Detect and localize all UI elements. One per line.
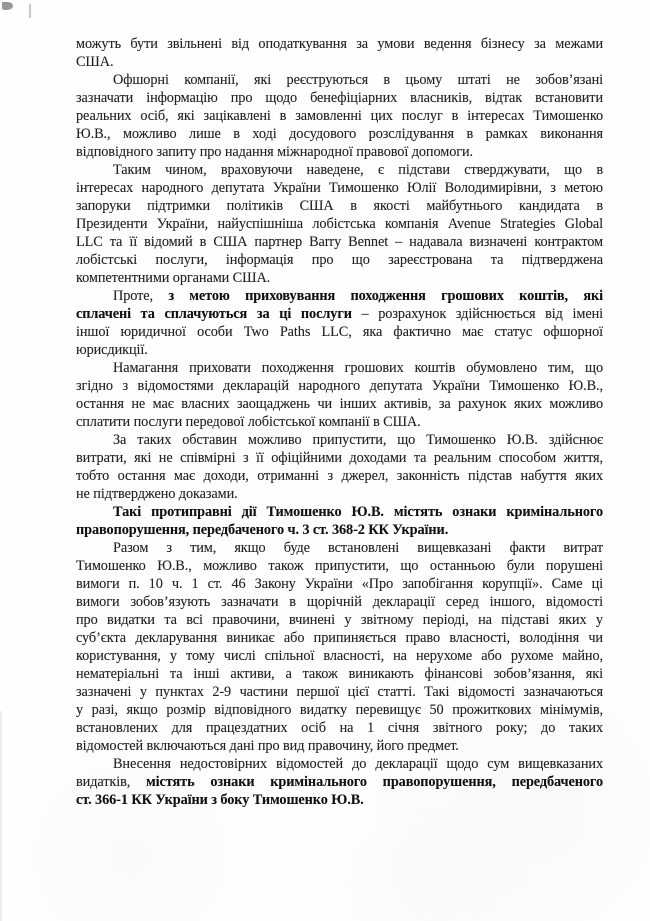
text-run: реальних осіб, які зацікавлені в замовленні цих послуг в інтересах Тимошенко [76, 108, 603, 124]
text-line [76, 161, 603, 179]
text-line [76, 683, 603, 701]
bold-text-run: містять ознаки кримінального правопорушення, передбаченого [146, 774, 603, 790]
text-line [76, 503, 603, 521]
text-line [76, 413, 603, 431]
text-run: компетентними органами США. [76, 270, 271, 286]
text-run: згідно з відомостями декларацій народного депутата України Тимошенко Ю.В., [76, 378, 603, 394]
text-run: Разом з тим, якщо буде встановлені вищевказані факти витрат [113, 540, 603, 556]
text-run: відповідного запиту про надання міжнародної правової допомоги. [76, 144, 474, 160]
text-line [76, 359, 603, 377]
text-run: Намагання приховати походження грошових коштів обумовлено тим, що [113, 360, 603, 376]
text-run: встановлених для працездатних осіб на 1 січня звітного року; до таких [76, 720, 603, 736]
text-line [76, 215, 603, 233]
text-run: можуть бути звільнені від оподаткування за умови ведення бізнесу за межами [76, 36, 603, 52]
text-run: Ю.В., можливо лише в ході досудового розслідування в рамках виконання [76, 126, 603, 142]
text-line [76, 305, 603, 323]
text-line [76, 269, 603, 287]
scan-artifact-left-edge [0, 711, 2, 921]
text-run: витрати, які не співмірні з її офіційними доходами та реальним способом життя, [76, 450, 603, 466]
scan-artifact-corner-mark [2, 2, 13, 10]
text-line [76, 89, 603, 107]
bold-text-run: ст. 366-1 КК України з боку Тимошенко Ю.В. [76, 792, 364, 808]
text-run: США. [76, 54, 114, 70]
text-run: іншої юридичної особи Two Paths LLC, яка фактично має статус офшорної [76, 324, 603, 340]
text-line [76, 143, 603, 161]
text-line [76, 107, 603, 125]
text-run: у разі, якщо розмір відповідного видатку перевищує 50 прожиткових мінімумів, [76, 702, 603, 718]
text-line [76, 35, 603, 53]
text-line [76, 395, 603, 413]
text-run: тобто остання має доходи, отриманні з джерел, законність підстав набуття яких [76, 468, 603, 484]
text-run: Проте, [113, 288, 169, 304]
text-run: видатків, [76, 774, 147, 790]
text-line [76, 791, 603, 809]
text-run: вимоги зобов’язують зазначати в щорічній декларації серед іншого, відомості [76, 594, 603, 610]
text-run: LLC та її відомий в США партнер Barry Bennet – надавала визначені контрактом [76, 234, 603, 250]
text-line [76, 629, 603, 647]
text-line [76, 71, 603, 89]
text-run: інтересах народного депутата України Тимошенко Юлії Володимирівни, з метою [76, 180, 603, 196]
text-run: сплатити послуги передової лобістської компанії в США. [76, 414, 421, 430]
document-text [76, 35, 603, 809]
text-run: Президенти України, найуспішніша лобістська компанія Avenue Strategies Global [76, 216, 603, 232]
text-run: запоруки підтримки політиків США в якості майбутнього кандидата в [76, 198, 603, 214]
text-run: зазначені у пунктах 2-9 частини першої цієї статті. Такі відомості зазначаються [76, 684, 603, 700]
text-line [76, 233, 603, 251]
text-run: не підтверджено доказами. [76, 486, 238, 502]
bold-text-run: Такі протиправні дії Тимошенко Ю.В. містять ознаки кримінального [113, 504, 603, 520]
text-line [76, 287, 603, 305]
text-line [76, 737, 603, 755]
text-run: суб’єкта декларування виникає або припиняється право власності, володіння чи [76, 630, 603, 646]
text-line [76, 251, 603, 269]
text-line [76, 53, 603, 71]
text-line [76, 377, 603, 395]
text-line [76, 755, 603, 773]
text-line [76, 611, 603, 629]
text-line [76, 179, 603, 197]
text-run: Офшорні компанії, які реєструються в цьому штаті не зобов’язані [113, 72, 603, 88]
text-run: вимоги п. 10 ч. 1 ст. 46 Закону України «Про запобігання корупції». Саме ці [76, 576, 603, 592]
text-line [76, 467, 603, 485]
bold-text-run: сплачені та сплачуються за ці послуги [76, 306, 352, 322]
text-line [76, 449, 603, 467]
text-line [76, 557, 603, 575]
text-line [76, 665, 603, 683]
text-run: про видатки та всі правочини, вчинені у звітному періоді, на підставі яких у [76, 612, 603, 628]
text-line [76, 521, 603, 539]
text-line [76, 593, 603, 611]
text-line [76, 197, 603, 215]
scan-artifact-corner-dash [29, 4, 31, 18]
text-run: нематеріальні та інші активи, а також виникають фінансові зобов’язання, які [76, 666, 603, 682]
text-run: юрисдикції. [76, 342, 148, 358]
text-run: Таким чином, враховуючи наведене, є підстави стверджувати, що в [113, 162, 603, 178]
text-line [76, 485, 603, 503]
text-run: За таких обставин можливо припустити, що Тимошенко Ю.В. здійснює [113, 432, 603, 448]
bold-text-run: правопорушення, передбаченого ч. 3 ст. 368-2 КК України. [76, 522, 449, 538]
text-line [76, 125, 603, 143]
text-run: лобістські послуги, інформація про що зареєстрована та підтверджена [76, 252, 603, 268]
text-run: відомостей включаються дані про вид правочину, його предмет. [76, 738, 459, 754]
text-line [76, 701, 603, 719]
text-run: Внесення недостовірних відомостей до декларації щодо сум вищевказаних [113, 756, 603, 772]
text-line [76, 647, 603, 665]
text-run: Тимошенко Ю.В., можливо також припустити, що останньою були порушені [76, 558, 603, 574]
text-line [76, 719, 603, 737]
text-line [76, 773, 603, 791]
text-run: користування, у тому числі спільної власності, на нерухоме або рухоме майно, [76, 648, 603, 664]
text-line [76, 323, 603, 341]
bold-text-run: з метою приховування походження грошових коштів, які [168, 288, 603, 304]
text-line [76, 431, 603, 449]
text-line [76, 341, 603, 359]
text-run: остання не має власних заощаджень чи інших активів, за рахунок яких можливо [76, 396, 603, 412]
text-run: зазначати інформацію про щодо бенефіціарних власників, відтак встановити [76, 90, 603, 106]
text-run: – розрахунок здійснюється від імені [351, 306, 603, 322]
text-line [76, 575, 603, 593]
text-line [76, 539, 603, 557]
